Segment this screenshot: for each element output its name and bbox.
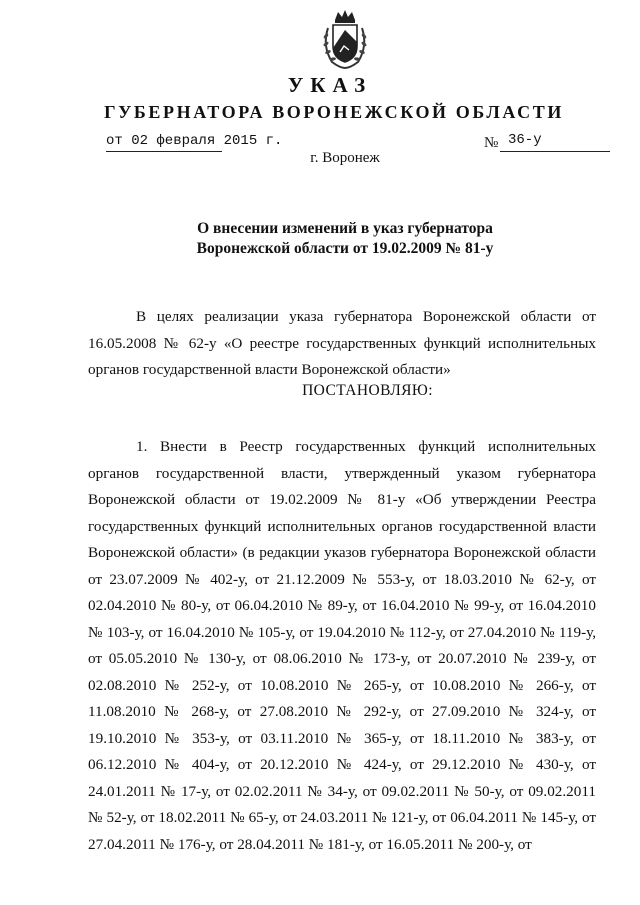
document-city: г. Воронеж	[310, 150, 380, 166]
voronezh-coat-of-arms-icon	[318, 8, 372, 70]
item-1-paragraph: 1. Внести в Реестр государственных функций исполнительных органов государственной власти, утвержденный указом губернатора Воронежской области от 19.02.2009 № 81-у «Об утверждении Реестра государственных функций исполнительных органов государственной власти Воронежской области» (в редакции указов губернатора Воронежской области от 23.07.2009 № 402-у, от 21.12.2009 № 553-у, от 18.03.2010 № 62-у, от 02.04.2010 № 80-у, от 06.04.2010 № 89-у, от 16.04.2010 № 99-у, от 16.04.2010 № 103-у, от 16.04.2010 № 105-у, от 19.04.2010 № 112-у, от 27.04.2010 № 119-у, от 05.05.2010 № 130-у, от 08.06.2010 № 173-у, от 20.07.2010 № 239-у, от 02.08.2010 № 252-у, от 10.08.2010 № 265-у, от 10.08.2010 № 266-у, от 11.08.2010 № 268-у, от 27.08.2010 № 292-у, от 27.09.2010 № 324-у, от 19.10.2010 № 353-у, от 03.11.2010 № 365-у, от 18.11.2010 № 383-у, от 06.12.2010 № 404-у, от 20.12.2010 № 424-у, от 29.12.2010 № 430-у, от 24.01.2011 № 17-у, от 02.02.2011 № 34-у, от 09.02.2011 № 50-у, от 09.02.2011 № 52-у, от 18.02.2011 № 65-у, от 24.03.2011 № 121-у, от 06.04.2011 № 145-у, от 27.04.2011 № 176-у, от 28.04.2011 № 181-у, от 16.05.2011 № 200-у, от	[88, 438, 596, 853]
document-number-label: №	[484, 135, 499, 151]
document-date-text: от 02 февраля 2015 г.	[106, 133, 283, 149]
decree-heading: ПОСТАНОВЛЯЮ:	[302, 382, 433, 399]
document-issuer: ГУБЕРНАТОРА ВОРОНЕЖСКОЙ ОБЛАСТИ	[104, 102, 564, 122]
document-title: УКАЗ	[287, 73, 373, 97]
document-number: 36-у	[508, 132, 542, 148]
intro-paragraph: В целях реализации указа губернатора Воронежской области от 16.05.2008 № 62-у «О реестре государственных функций исполнительных органов государственной власти Воронежской области»	[88, 308, 596, 378]
document-subject: О внесении изменений в указ губернатора Воронежской области от 19.02.2009 № 81-у	[196, 220, 494, 257]
document-date	[106, 131, 283, 149]
